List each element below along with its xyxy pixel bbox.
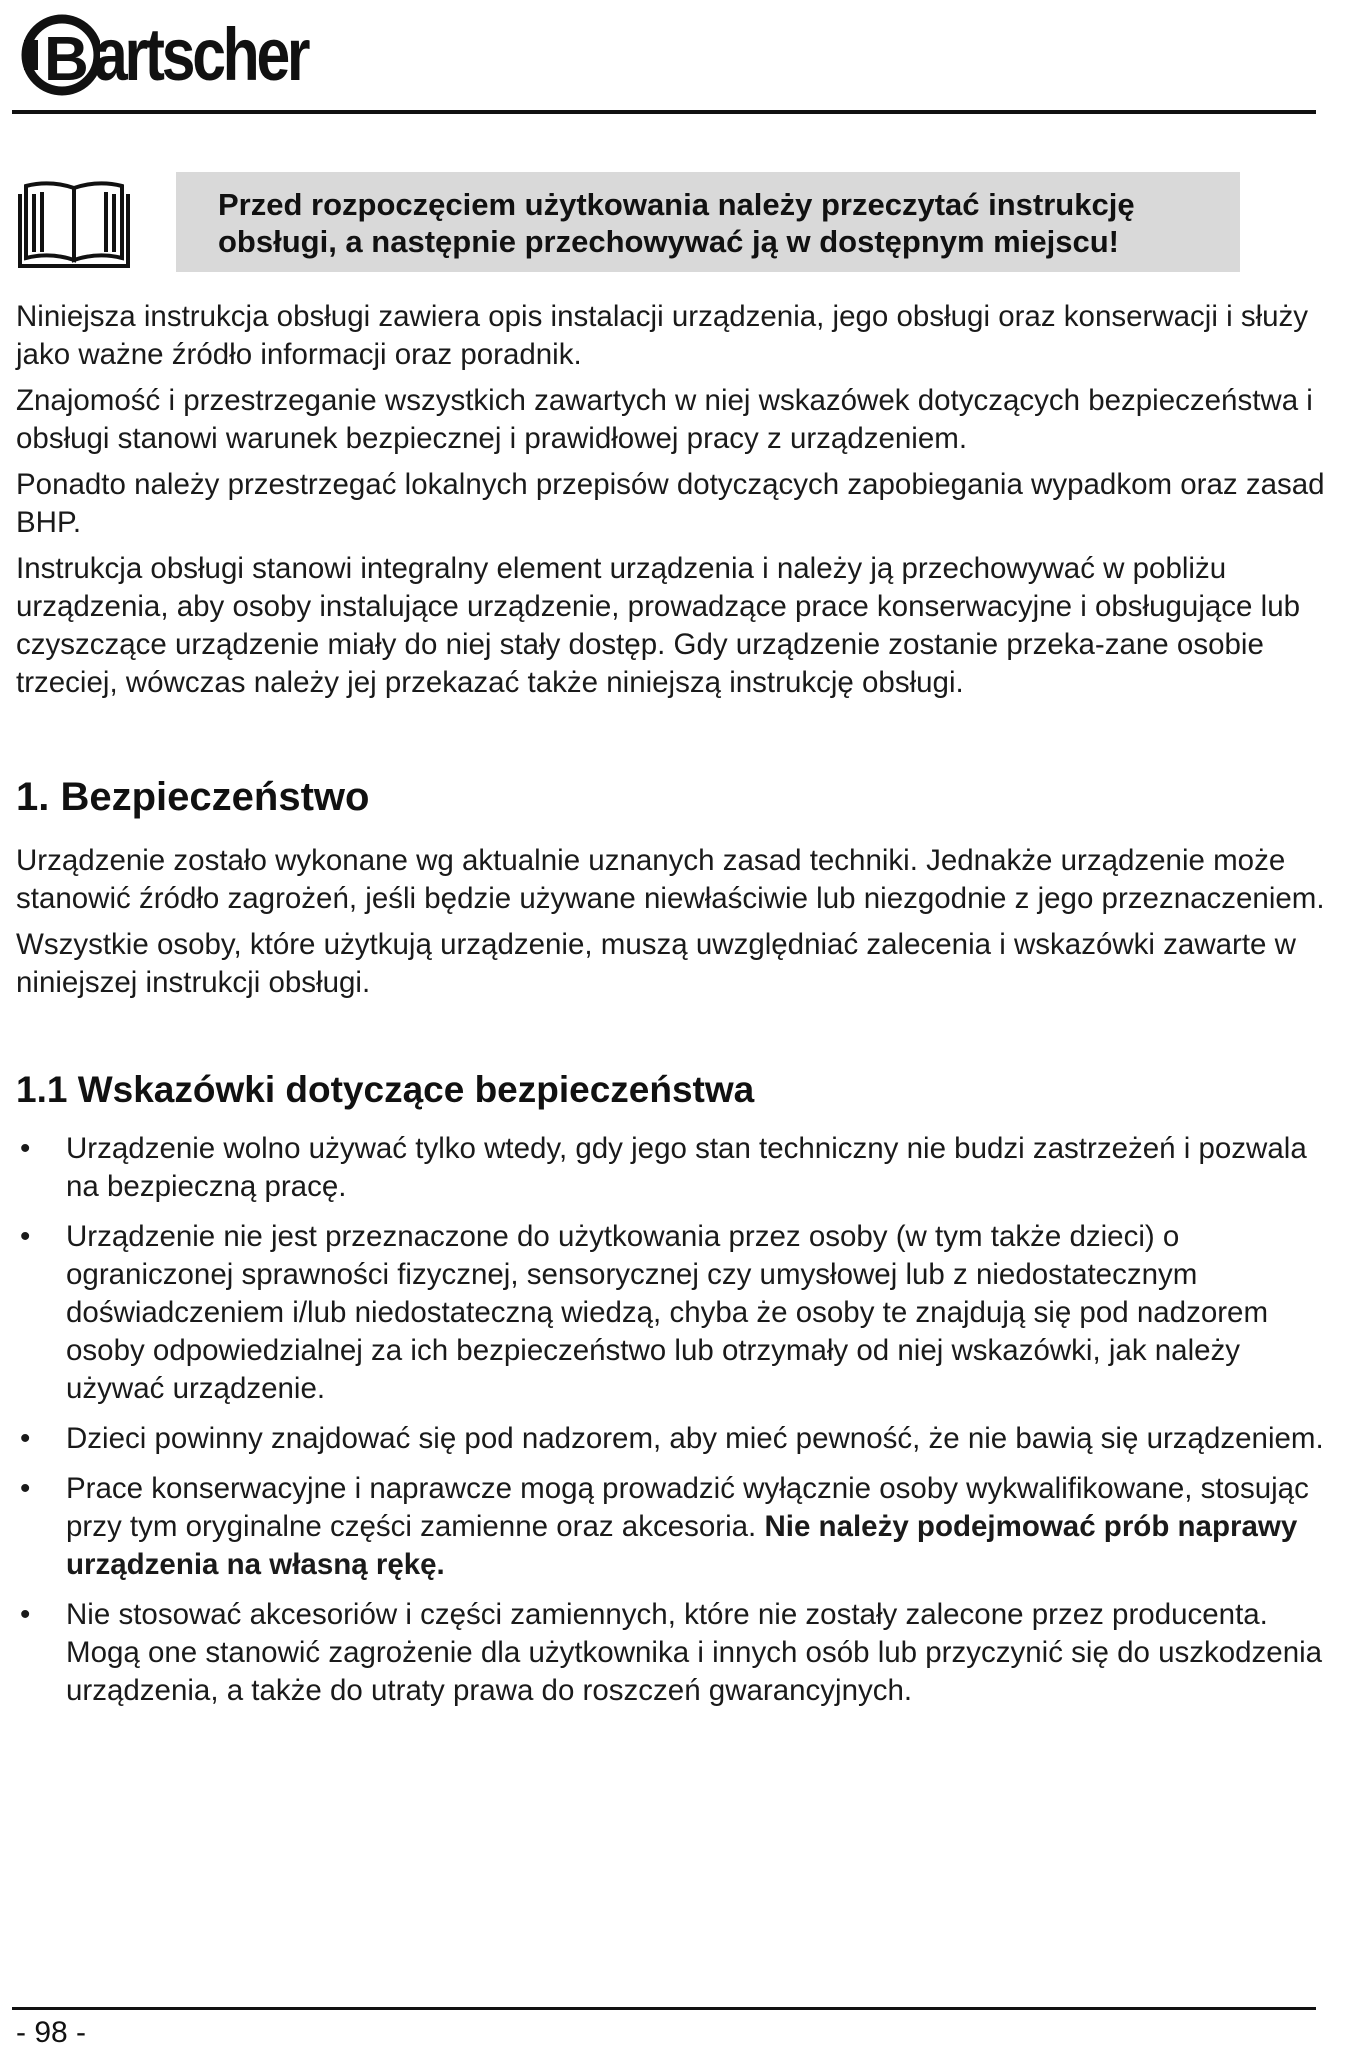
bullet-icon: • bbox=[20, 1598, 31, 1631]
list-item-text: Nie stosować akcesoriów i części zamiennych, które nie zostały zalecone przez producenta. Mogą one stanowić zagrożenie dla użytkownika i innych osób lub przyczynić się do uszkodzenia urządzenia, a także do utraty prawa do roszczeń gwarancyjnych. bbox=[66, 1598, 1323, 1707]
bullet-icon: • bbox=[20, 1132, 31, 1165]
book-icon bbox=[14, 172, 134, 272]
notice-line-2: obsługi, a następnie przechowywać ją w dostępnym miejscu! bbox=[218, 224, 1119, 259]
bullet-icon: • bbox=[20, 1422, 31, 1455]
section-title-safety: 1. Bezpieczeństwo bbox=[16, 775, 370, 819]
bullet-icon: • bbox=[20, 1472, 31, 1505]
list-item-bold-text: Nie należy podejmować prób naprawy urządzenia na własną rękę. bbox=[66, 1510, 1298, 1581]
list-item-text: Urządzenie wolno używać tylko wtedy, gdy jego stan techniczny nie budzi zastrzeżeń i pozwala na bezpieczną pracę. bbox=[66, 1132, 1307, 1203]
notice-line-1: Przed rozpoczęciem użytkowania należy przeczytać instrukcję bbox=[218, 187, 1135, 222]
list-item-text: Prace konserwacyjne i naprawcze mogą prowadzić wyłącznie osoby wykwalifikowane, stosując przy tym oryginalne części zamienne oraz akcesoria. bbox=[66, 1472, 1309, 1543]
intro-paragraph: Niniejsza instrukcja obsługi zawiera opis instalacji urządzenia, jego obsługi oraz konserwacji i służy jako ważne źródło informacji oraz poradnik. bbox=[16, 300, 1309, 371]
main-content bbox=[16, 298, 1341, 1722]
list-item-text: Dzieci powinny znajdować się pod nadzorem, aby mieć pewność, że nie bawią się urządzeniem. bbox=[66, 1422, 1324, 1455]
footer-divider bbox=[12, 2007, 1316, 2010]
header-divider bbox=[12, 110, 1316, 114]
logo-wordmark: artscher bbox=[94, 13, 308, 96]
list-item-text: Urządzenie nie jest przeznaczone do użytkowania przez osoby (w tym także dzieci) o ograniczonej sprawności fizycznej, sensorycznej czy umysłowej lub z niedostatecznym doświadczeniem i/lub niedostateczną wiedzą, chyba że osoby te znajdują się pod nadzorem osoby odpowiedzialnej za ich bezpieczeństwo lub otrzymały od niej wskazówki, jak należy używać urządzenie. bbox=[66, 1220, 1269, 1405]
logo-b-mark bbox=[20, 10, 100, 100]
intro-paragraph: Znajomość i przestrzeganie wszystkich zawartych w niej wskazówek dotyczących bezpieczeństwa i obsługi stanowi warunek bezpiecznej i prawidłowej pracy z urządzeniem. bbox=[16, 384, 1313, 455]
logo-letter: B bbox=[44, 25, 89, 94]
safety-notes-list bbox=[16, 1130, 1341, 1710]
read-manual-notice bbox=[176, 172, 1240, 272]
bullet-icon: • bbox=[20, 1220, 31, 1253]
list-item bbox=[16, 1596, 1341, 1710]
list-item bbox=[16, 1130, 1341, 1206]
intro-paragraph: Ponadto należy przestrzegać lokalnych przepisów dotyczących zapobiegania wypadkom oraz zasad BHP. bbox=[16, 468, 1325, 539]
section-title-safety-notes: 1.1 Wskazówki dotyczące bezpieczeństwa bbox=[16, 1069, 755, 1110]
bartscher-logo bbox=[20, 10, 354, 100]
safety-paragraph: Wszystkie osoby, które użytkują urządzenie, muszą uwzględniać zalecenia i wskazówki zawarte w niniejszej instrukcji obsługi. bbox=[16, 928, 1296, 999]
intro-paragraph: Instrukcja obsługi stanowi integralny element urządzenia i należy ją przechowywać w pobliżu urządzenia, aby osoby instalujące urządzenie, prowadzące prace konserwacyjne i obsługujące lub czyszczące urządzenie miały do niej stały dostęp. Gdy urządzenie zostanie przeka-zane osobie trzeciej, wówczas należy jej przekazać także niniejszą instrukcję obsługi. bbox=[16, 552, 1301, 699]
list-item bbox=[16, 1218, 1341, 1408]
page-number: - 98 - bbox=[16, 2016, 87, 2049]
list-item bbox=[16, 1420, 1341, 1458]
list-item bbox=[16, 1470, 1341, 1584]
safety-paragraph: Urządzenie zostało wykonane wg aktualnie uznanych zasad techniki. Jednakże urządzenie może stanowić źródło zagrożeń, jeśli będzie używane niewłaściwie lub niezgodnie z jego przeznaczeniem. bbox=[16, 844, 1325, 915]
